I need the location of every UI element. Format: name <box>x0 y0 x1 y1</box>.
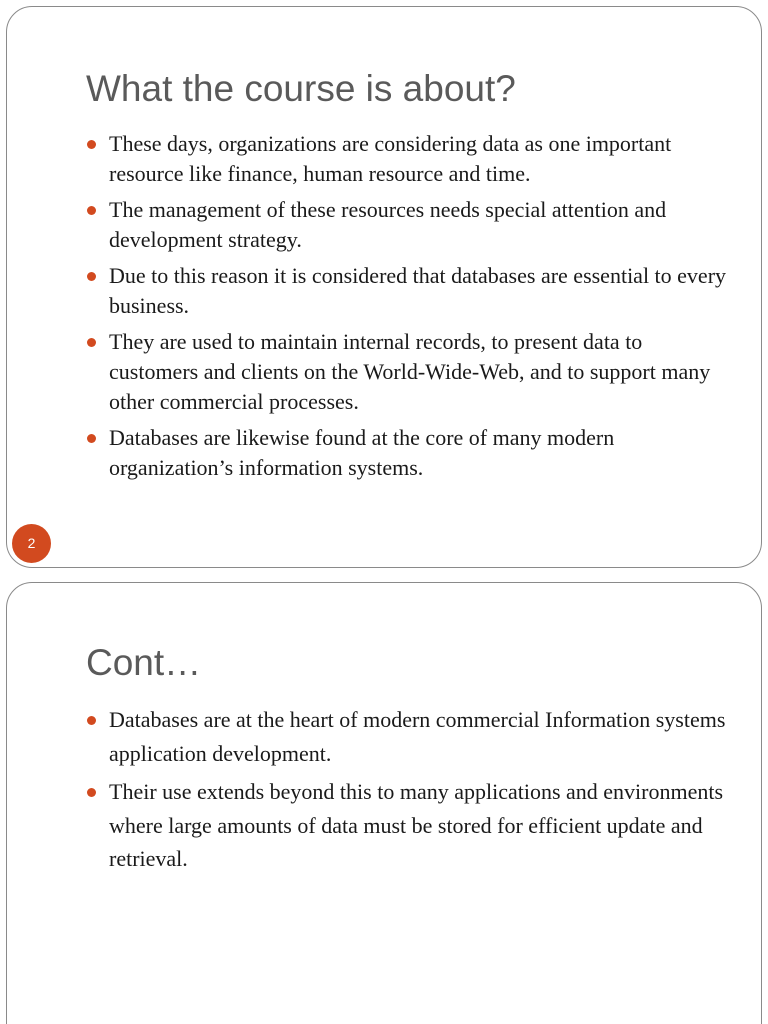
bullet-item <box>82 327 735 417</box>
bullet-text: Due to this reason it is considered that databases are essential to every business. <box>109 263 727 318</box>
bullet-dot-icon <box>87 716 96 725</box>
bullet-dot-icon <box>87 338 96 347</box>
bullet-dot-icon <box>87 272 96 281</box>
bullet-text: The management of these resources needs special attention and development strategy. <box>109 197 667 252</box>
bullet-text: Databases are at the heart of modern commercial Information systems application development. <box>109 707 726 766</box>
bullet-item <box>82 775 735 876</box>
bullet-list <box>82 129 735 489</box>
bullet-text: They are used to maintain internal records, to present data to customers and clients on the World-Wide-Web, and to support many other commercial processes. <box>109 329 711 414</box>
slide-number-badge: 2 <box>12 524 51 563</box>
bullet-dot-icon <box>87 434 96 443</box>
bullet-text: Databases are likewise found at the core of many modern organization’s information systems. <box>109 425 615 480</box>
bullet-text: These days, organizations are considering data as one important resource like finance, human resource and time. <box>109 131 672 186</box>
bullet-dot-icon <box>87 140 96 149</box>
slide-cont <box>6 582 762 1024</box>
slide-what-the-course-is-about <box>6 6 762 568</box>
slide-title: What the course is about? <box>86 68 516 109</box>
slide-title: Cont… <box>86 642 202 683</box>
bullet-item <box>82 423 735 483</box>
bullet-item <box>82 703 735 770</box>
bullet-list <box>82 703 735 881</box>
bullet-text: Their use extends beyond this to many applications and environments where large amounts of data must be stored for efficient update and retrieval. <box>109 779 724 871</box>
bullet-dot-icon <box>87 206 96 215</box>
bullet-item <box>82 261 735 321</box>
bullet-item <box>82 129 735 189</box>
bullet-dot-icon <box>87 788 96 797</box>
bullet-item <box>82 195 735 255</box>
